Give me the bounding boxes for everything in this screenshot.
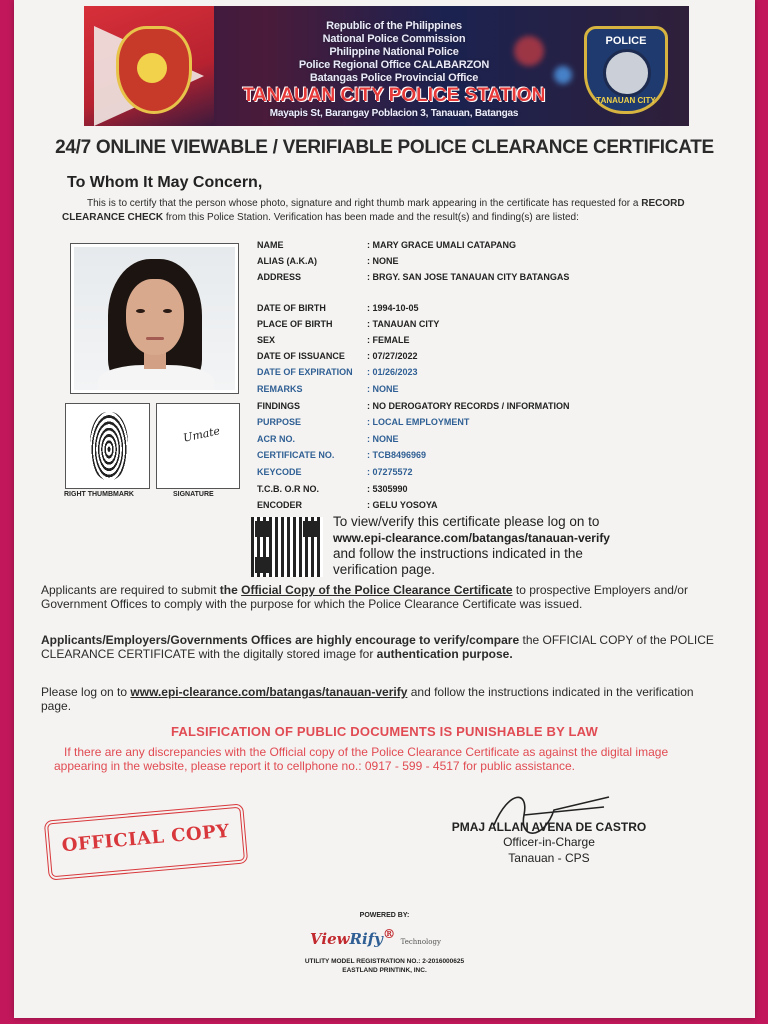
field-date-of-birth: DATE OF BIRTH : 1994-10-05 bbox=[257, 303, 419, 313]
field-keycode: KEYCODE : 07275572 bbox=[257, 467, 413, 477]
pnp-seal-icon bbox=[116, 26, 192, 114]
signature-caption: SIGNATURE bbox=[173, 491, 214, 498]
right-thumbmark-box bbox=[65, 403, 150, 489]
official-copy-stamp: OFFICIAL COPY bbox=[44, 803, 248, 880]
field-encoder: ENCODER : GELU YOSOYA bbox=[257, 500, 438, 510]
field-address: ADDRESS : BRGY. SAN JOSE TANAUAN CITY BATANGAS bbox=[257, 272, 570, 282]
applicant-photo bbox=[70, 243, 239, 394]
qr-code-icon bbox=[251, 517, 323, 577]
field-remarks: REMARKS : NONE bbox=[257, 384, 399, 394]
certificate-page bbox=[14, 0, 755, 1018]
verify-instructions: To view/verify this certificate please log on to www.epi-clearance.com/batangas/tanauan-verify and follow the instructions indicated in the verification page. bbox=[333, 514, 610, 577]
header-banner bbox=[84, 6, 689, 126]
signatory-block bbox=[434, 820, 664, 866]
field-findings: FINDINGS : NO DEROGATORY RECORDS / INFORMATION bbox=[257, 401, 570, 411]
discrepancy-notice: If there are any discrepancies with the Official copy of the Police Clearance Certificate as against the digital image appearing in the website, please report it to cellphone no.: 0917 - 599 - 4517 for public assistance. bbox=[54, 745, 669, 773]
printer-company: EASTLAND PRINTINK, INC. bbox=[342, 967, 427, 974]
page-title: 24/7 ONLINE VIEWABLE / VERIFIABLE POLICE CLEARANCE CERTIFICATE bbox=[55, 137, 714, 158]
field-purpose: PURPOSE : LOCAL EMPLOYMENT bbox=[257, 417, 470, 427]
submission-paragraph: Applicants are required to submit the Official Copy of the Police Clearance Certificate to prospective Employers and/or Government Offices to comply with the purpose for which the Police Clearance Certificate was issued. bbox=[41, 583, 688, 611]
signatory-office: Tanauan - CPS bbox=[508, 851, 590, 865]
signature-box bbox=[156, 403, 240, 489]
field-sex: SEX : FEMALE bbox=[257, 335, 410, 345]
verify-link[interactable]: www.epi-clearance.com/batangas/tanauan-verify bbox=[333, 531, 610, 545]
station-address: Mayapis St, Barangay Poblacion 3, Tanauan, Batangas bbox=[269, 108, 519, 119]
field-place-of-birth: PLACE OF BIRTH : TANAUAN CITY bbox=[257, 319, 440, 329]
salutation: To Whom It May Concern, bbox=[67, 174, 263, 191]
signatory-name: PMAJ ALLAN AVENA DE CASTRO bbox=[451, 820, 647, 834]
signature-mark: Umate bbox=[182, 424, 222, 445]
field-acr-no: ACR NO. : NONE bbox=[257, 434, 399, 444]
powered-by-label: POWERED BY: bbox=[359, 912, 410, 919]
intro-paragraph: This is to certify that the person whose photo, signature and right thumb mark appearing in the certificate has requested for a RECORD CLEARANCE CHECK from this Police Station. Verification has been made and the result(s) and finding(s) are listed: bbox=[62, 198, 685, 223]
verification-paragraph: Applicants/Employers/Governments Offices are highly encourage to verify/compare the OFFICIAL COPY of the POLICE CLEARANCE CERTIFICATE with the digitally stored image for authentication purpose. bbox=[41, 633, 714, 661]
utility-model-registration: UTILITY MODEL REGISTRATION NO.: 2-2016000625 bbox=[304, 958, 465, 965]
viewrify-logo: ViewRify® Technology bbox=[310, 926, 441, 948]
falsification-warning: FALSIFICATION OF PUBLIC DOCUMENTS IS PUNISHABLE BY LAW bbox=[170, 724, 599, 739]
thumbmark-caption: RIGHT THUMBMARK bbox=[64, 491, 134, 498]
field-date-of-expiration: DATE OF EXPIRATION : 01/26/2023 bbox=[257, 367, 418, 377]
field-tcb-or-no: T.C.B. O.R NO. : 5305990 bbox=[257, 484, 408, 494]
field-date-of-issuance: DATE OF ISSUANCE : 07/27/2022 bbox=[257, 351, 418, 361]
police-badge-icon: POLICE TANAUAN CITY bbox=[584, 26, 668, 114]
signatory-title: Officer-in-Charge bbox=[503, 835, 595, 849]
field-name: NAME : MARY GRACE UMALI CATAPANG bbox=[257, 240, 516, 250]
header-text: Republic of the Philippines National Police Commission Philippine National Police Police Regional Office CALABARZON Batangas Police Provincial Office TANAUAN CITY POLICE STATION Mayapis St, Barangay Poblacion 3, Tanauan, Batangas bbox=[234, 20, 554, 120]
epi-clearance-link[interactable]: www.epi-clearance.com/batangas/tanauan-verify bbox=[130, 685, 408, 699]
station-name: TANAUAN CITY POLICE STATION bbox=[242, 85, 546, 106]
login-paragraph: Please log on to www.epi-clearance.com/batangas/tanauan-verify and follow the instructions indicated in the verification page. bbox=[41, 685, 694, 713]
thumbprint-icon bbox=[90, 412, 128, 480]
field-alias: ALIAS (A.K.A) : NONE bbox=[257, 256, 399, 266]
field-certificate-no: CERTIFICATE NO. : TCB8496969 bbox=[257, 450, 427, 460]
